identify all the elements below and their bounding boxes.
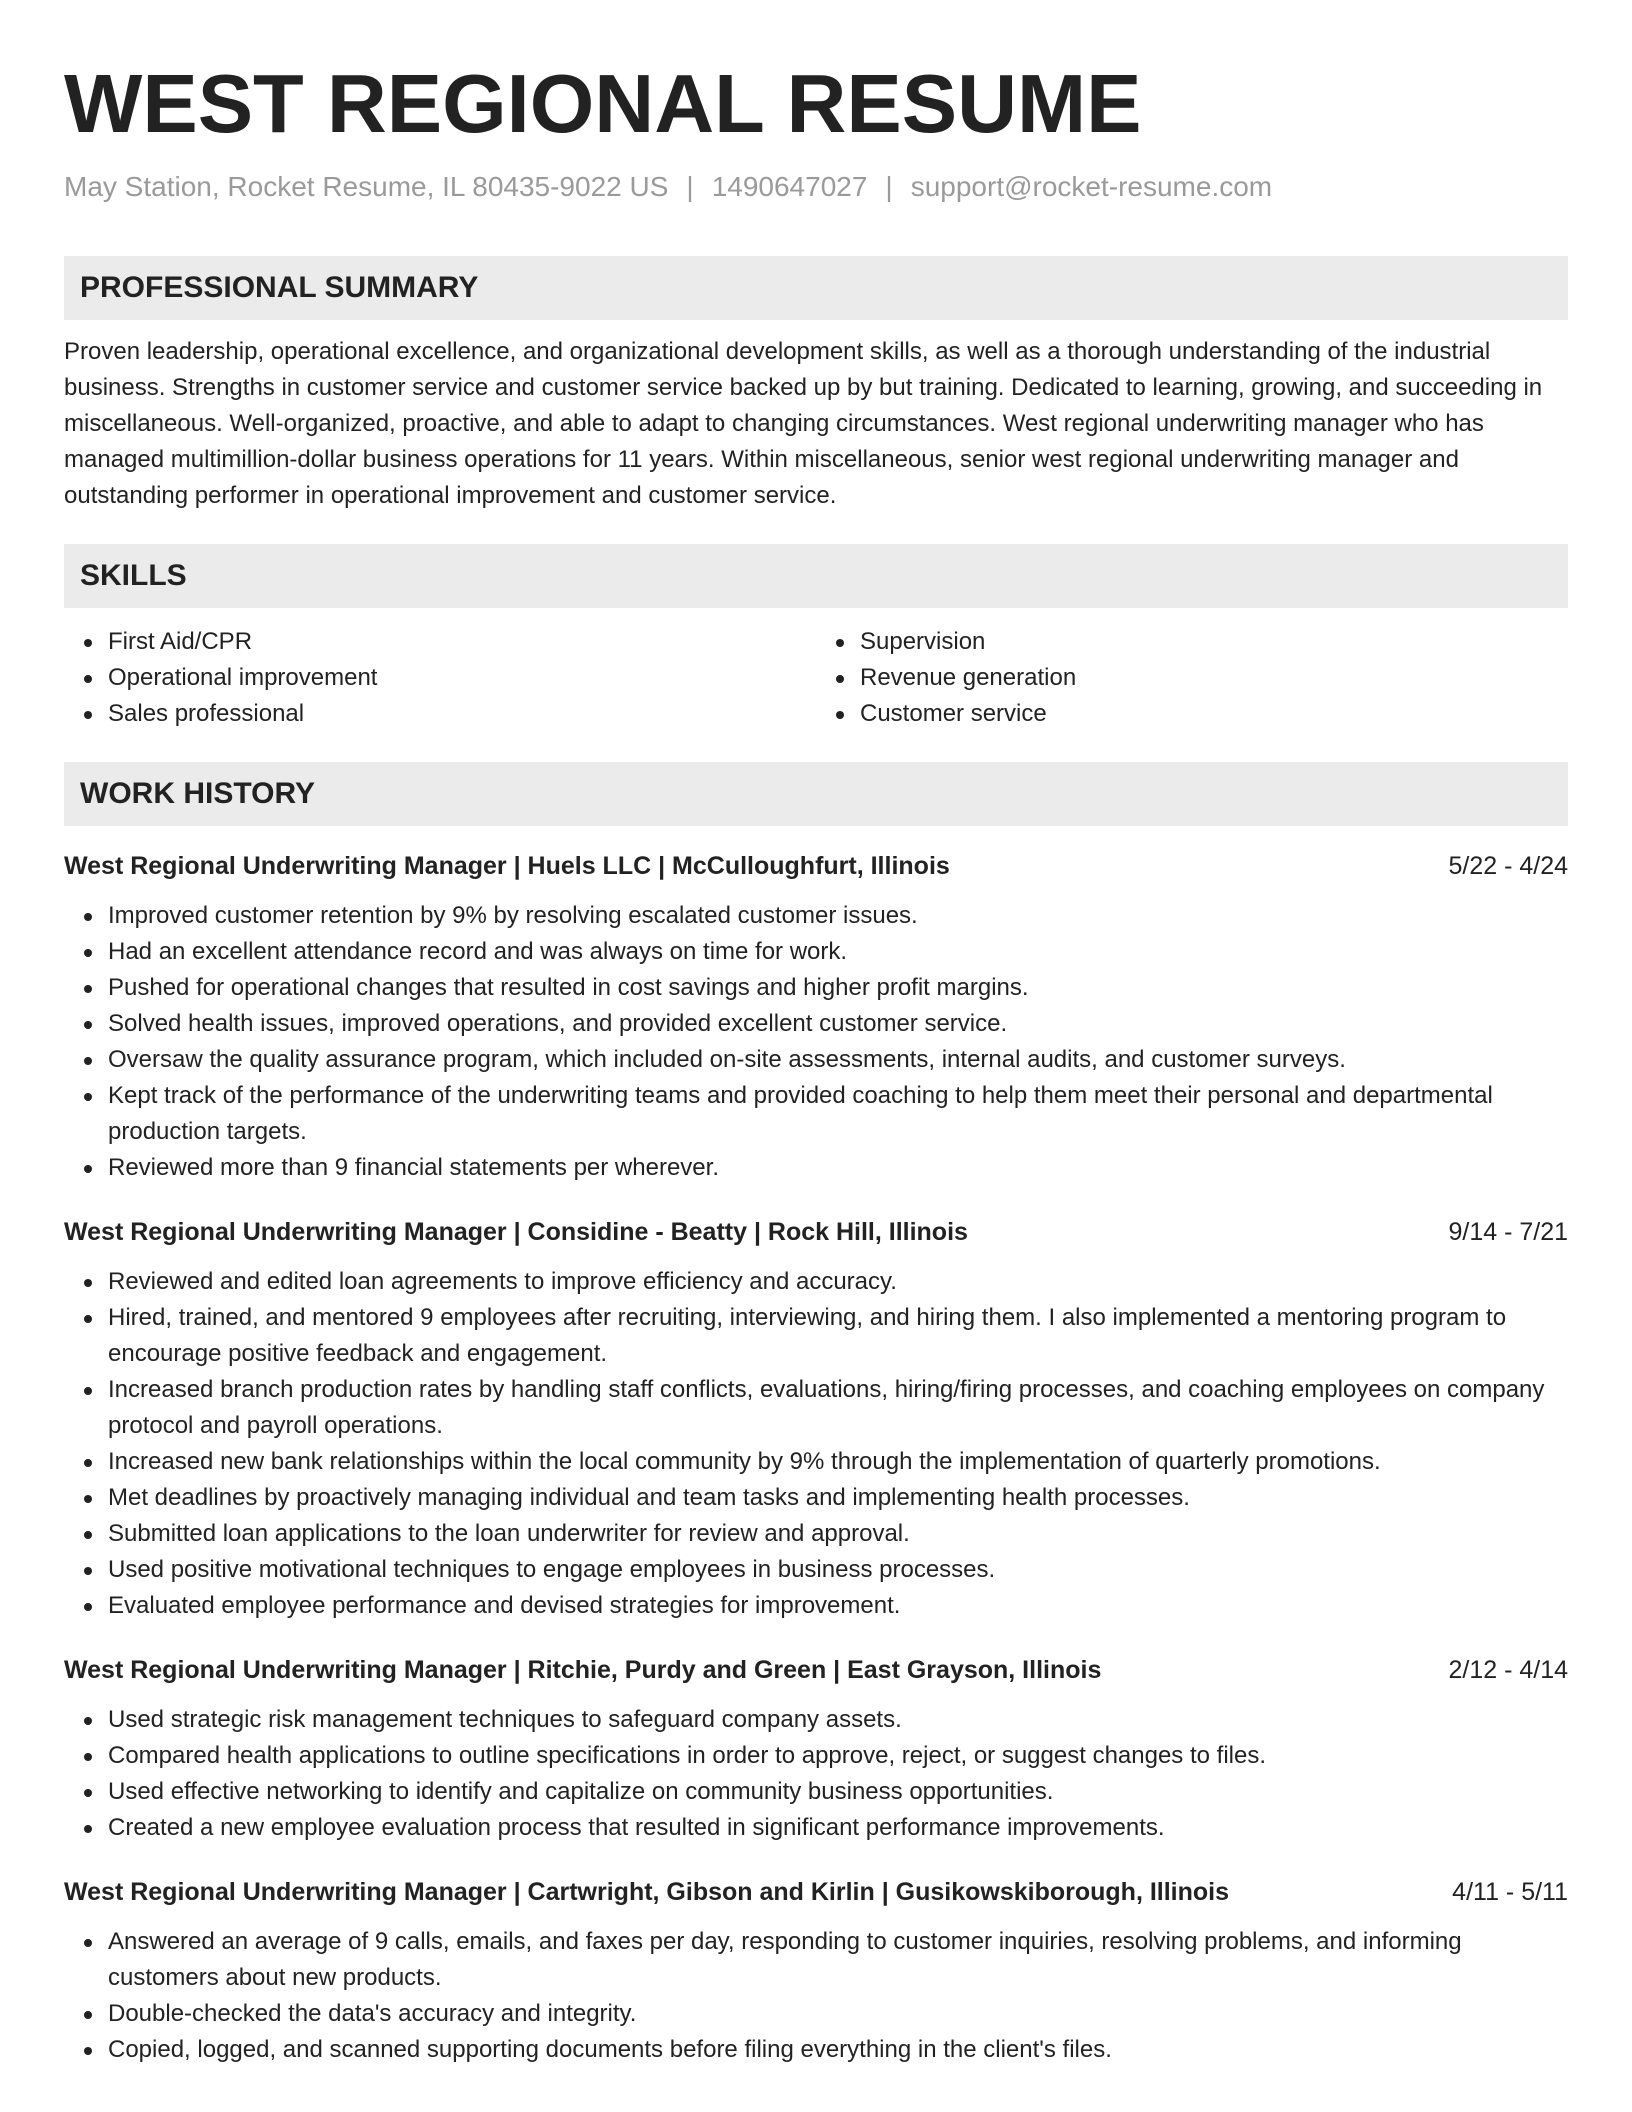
job-bullet: Reviewed and edited loan agreements to improve efficiency and accuracy. <box>108 1264 1568 1300</box>
work-history-heading: WORK HISTORY <box>64 762 1568 826</box>
job-bullet: Increased branch production rates by handling staff conflicts, evaluations, hiring/firing processes, and coaching employees on company protocol and payroll operations. <box>108 1372 1568 1444</box>
job-bullet: Kept track of the performance of the underwriting teams and provided coaching to help them meet their personal and departmental production targets. <box>108 1078 1568 1150</box>
job-entry <box>64 1652 1568 1846</box>
job-bullet: Used effective networking to identify and capitalize on community business opportunities. <box>108 1774 1568 1810</box>
contact-line <box>64 170 1568 204</box>
job-bullet: Reviewed more than 9 financial statements per wherever. <box>108 1150 1568 1186</box>
job-bullet: Increased new bank relationships within the local community by 9% through the implementation of quarterly promotions. <box>108 1444 1568 1480</box>
job-bullets <box>64 1264 1568 1624</box>
job-entry <box>64 1214 1568 1624</box>
skills-list <box>64 624 1568 732</box>
skill-item: Revenue generation <box>860 660 1568 696</box>
job-dates: 9/14 - 7/21 <box>1448 1218 1568 1246</box>
job-bullet: Copied, logged, and scanned supporting documents before filing everything in the client's files. <box>108 2032 1568 2068</box>
job-bullet: Hired, trained, and mentored 9 employees after recruiting, interviewing, and hiring them. I also implemented a mentoring program to encourage positive feedback and engagement. <box>108 1300 1568 1372</box>
contact-separator: | <box>885 171 893 202</box>
skill-item: Supervision <box>860 624 1568 660</box>
job-title: West Regional Underwriting Manager | Ritchie, Purdy and Green | East Grayson, Illinois <box>64 1656 1102 1684</box>
job-dates: 2/12 - 4/14 <box>1448 1656 1568 1684</box>
job-bullet: Met deadlines by proactively managing individual and team tasks and implementing health processes. <box>108 1480 1568 1516</box>
job-title: West Regional Underwriting Manager | Considine - Beatty | Rock Hill, Illinois <box>64 1218 968 1246</box>
contact-separator: | <box>686 171 694 202</box>
job-bullets <box>64 1924 1568 2068</box>
resume-name: WEST REGIONAL RESUME <box>64 57 1142 150</box>
job-bullet: Compared health applications to outline specifications in order to approve, reject, or suggest changes to files. <box>108 1738 1568 1774</box>
job-bullet: Used strategic risk management techniques to safeguard company assets. <box>108 1702 1568 1738</box>
job-bullet: Improved customer retention by 9% by resolving escalated customer issues. <box>108 898 1568 934</box>
job-bullet: Double-checked the data's accuracy and integrity. <box>108 1996 1568 2032</box>
job-header <box>64 1214 1568 1250</box>
contact-address: May Station, Rocket Resume, IL 80435-9022 US <box>64 171 669 202</box>
job-title: West Regional Underwriting Manager | Cartwright, Gibson and Kirlin | Gusikowskiborough, Illinois <box>64 1878 1230 1906</box>
skill-item: Customer service <box>860 696 1568 732</box>
job-entry <box>64 848 1568 1186</box>
skill-item: First Aid/CPR <box>108 624 816 660</box>
job-entry <box>64 1874 1568 2068</box>
job-bullet: Used positive motivational techniques to engage employees in business processes. <box>108 1552 1568 1588</box>
job-bullets <box>64 898 1568 1186</box>
job-bullet: Created a new employee evaluation process that resulted in significant performance improvements. <box>108 1810 1568 1846</box>
job-bullet: Pushed for operational changes that resulted in cost savings and higher profit margins. <box>108 970 1568 1006</box>
job-bullet: Submitted loan applications to the loan underwriter for review and approval. <box>108 1516 1568 1552</box>
job-header <box>64 848 1568 884</box>
contact-phone: 1490647027 <box>711 171 868 202</box>
job-header <box>64 1874 1568 1910</box>
job-bullets <box>64 1702 1568 1846</box>
skill-item: Operational improvement <box>108 660 816 696</box>
professional-summary-heading: PROFESSIONAL SUMMARY <box>64 256 1568 320</box>
skill-item: Sales professional <box>108 696 816 732</box>
job-header <box>64 1652 1568 1688</box>
job-title: West Regional Underwriting Manager | Huels LLC | McCulloughfurt, Illinois <box>64 852 950 880</box>
skills-heading: SKILLS <box>64 544 1568 608</box>
job-bullet: Answered an average of 9 calls, emails, and faxes per day, responding to customer inquiries, resolving problems, and informing customers about new products. <box>108 1924 1568 1996</box>
skills-column-right <box>816 624 1568 732</box>
job-bullet: Solved health issues, improved operations, and provided excellent customer service. <box>108 1006 1568 1042</box>
job-dates: 4/11 - 5/11 <box>1452 1878 1568 1906</box>
professional-summary-text: Proven leadership, operational excellence, and organizational development skills, as well as a thorough understanding of the industrial business. Strengths in customer service and customer service backed up by but training. Dedicated to learning, growing, and succeeding in miscellaneous. Well-organized, proactive, and able to adapt to changing circumstances. West regional underwriting manager who has managed multimillion-dollar business operations for 11 years. Within miscellaneous, senior west regional underwriting manager and outstanding performer in operational improvement and customer service. <box>64 338 1543 509</box>
skills-column-left <box>64 624 816 732</box>
job-bullet: Evaluated employee performance and devised strategies for improvement. <box>108 1588 1568 1624</box>
job-bullet: Had an excellent attendance record and was always on time for work. <box>108 934 1568 970</box>
contact-email: support@rocket-resume.com <box>910 171 1273 202</box>
job-bullet: Oversaw the quality assurance program, which included on-site assessments, internal audits, and customer surveys. <box>108 1042 1568 1078</box>
job-dates: 5/22 - 4/24 <box>1448 852 1568 880</box>
